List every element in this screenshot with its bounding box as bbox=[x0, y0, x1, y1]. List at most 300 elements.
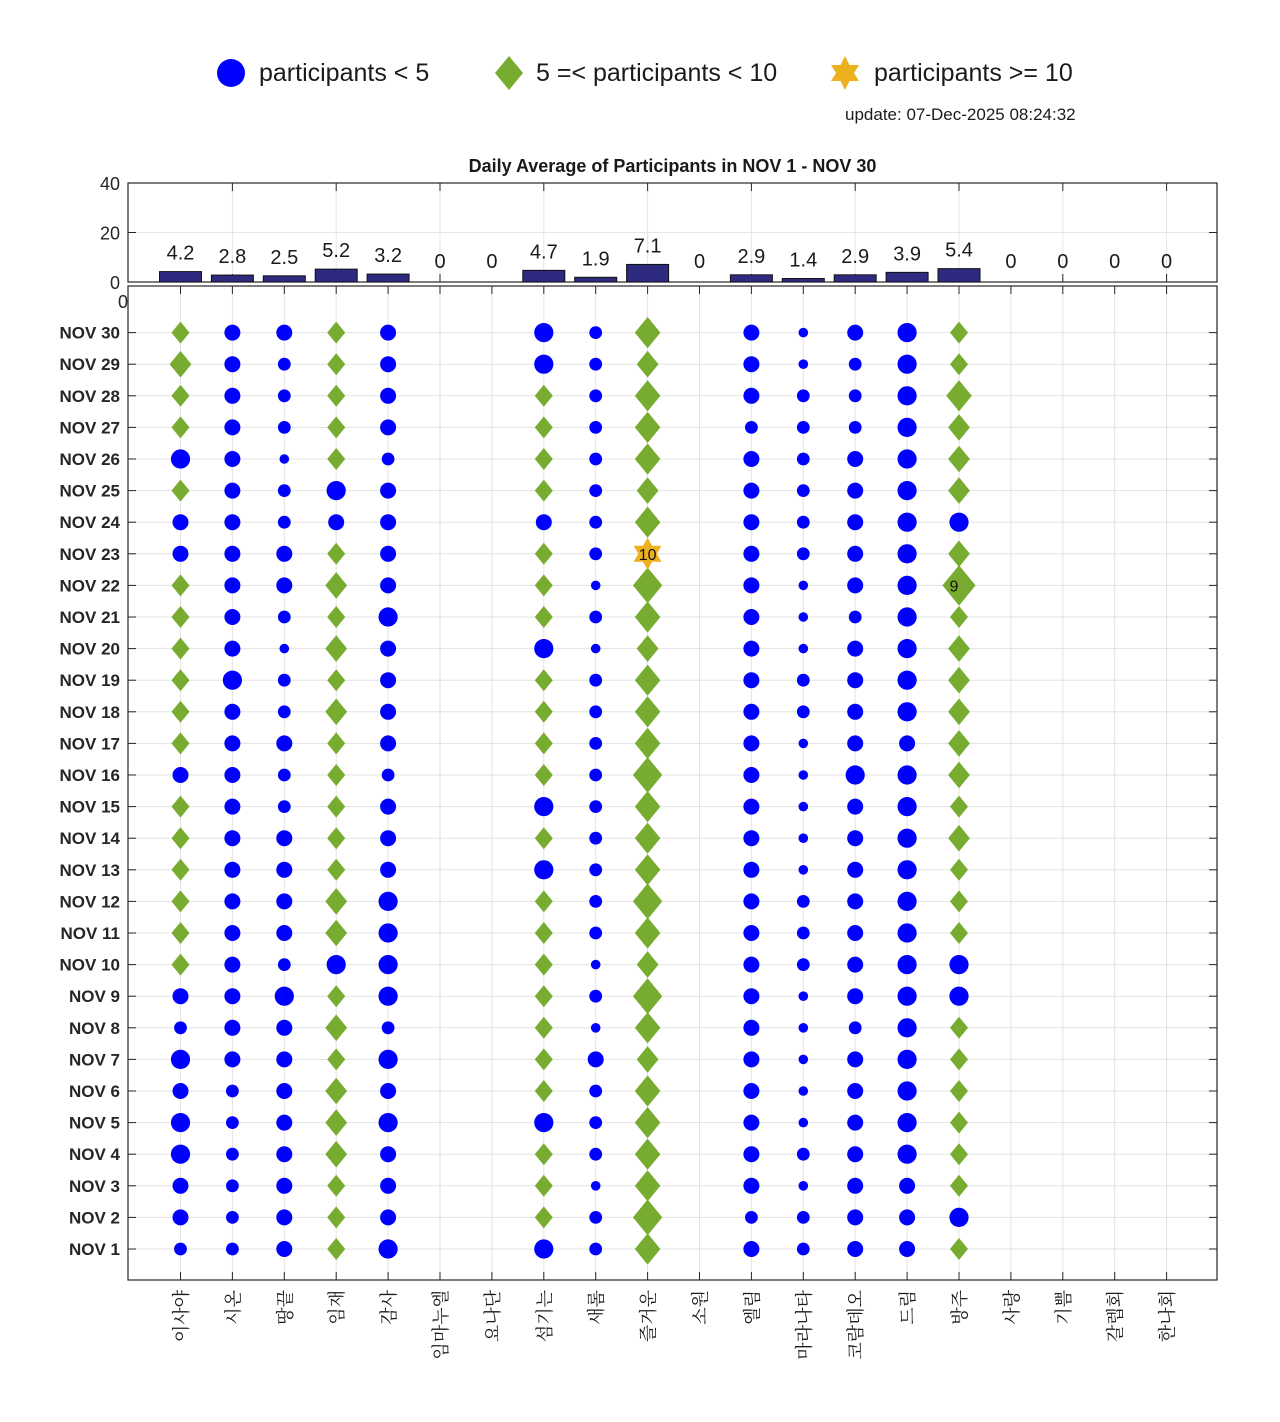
marker-diamond bbox=[327, 606, 345, 628]
marker-circle bbox=[898, 1145, 917, 1164]
marker-diamond bbox=[535, 890, 553, 912]
marker-circle bbox=[743, 325, 759, 341]
marker-diamond bbox=[948, 667, 970, 694]
marker-circle bbox=[380, 735, 396, 751]
marker-diamond bbox=[948, 762, 970, 789]
marker-circle bbox=[847, 799, 863, 815]
marker-circle bbox=[743, 957, 759, 973]
x-tick-label: 드림 bbox=[898, 1290, 919, 1325]
bar-data-label: 0 bbox=[434, 251, 446, 273]
bar-엘림 bbox=[730, 275, 772, 282]
marker-circle bbox=[743, 1020, 759, 1036]
y-tick-label: NOV 1 bbox=[68, 1240, 120, 1259]
marker-circle bbox=[797, 453, 810, 466]
marker-circle bbox=[898, 481, 917, 500]
bar-ytick-label: 0 bbox=[109, 273, 120, 293]
bar-감사 bbox=[367, 274, 409, 282]
scatter-plot-frame bbox=[128, 286, 1217, 1280]
marker-circle bbox=[534, 323, 553, 342]
marker-circle bbox=[591, 1023, 601, 1033]
y-tick-label: NOV 18 bbox=[59, 702, 120, 722]
marker-circle bbox=[743, 388, 759, 404]
marker-diamond bbox=[637, 951, 659, 978]
marker-diamond bbox=[948, 730, 970, 757]
marker-circle bbox=[898, 923, 917, 942]
marker-diamond bbox=[950, 1175, 968, 1197]
marker-circle bbox=[224, 451, 240, 467]
y-tick-label: NOV 2 bbox=[68, 1208, 120, 1228]
marker-circle bbox=[224, 799, 240, 815]
marker-diamond bbox=[171, 574, 189, 596]
scatter-origin-label: 0 bbox=[118, 292, 129, 312]
bar-새롬 bbox=[575, 277, 617, 282]
marker-circle bbox=[589, 1085, 602, 1098]
bar-코람데오 bbox=[834, 275, 876, 282]
marker-circle bbox=[276, 1209, 292, 1225]
marker-circle bbox=[224, 483, 240, 499]
marker-circle bbox=[797, 1211, 810, 1224]
marker-circle bbox=[173, 1083, 189, 1099]
marker-circle bbox=[799, 359, 809, 369]
marker-value-label: 10 bbox=[638, 546, 657, 564]
marker-circle bbox=[278, 421, 291, 434]
y-tick-label: NOV 24 bbox=[59, 513, 120, 533]
marker-circle bbox=[847, 672, 863, 688]
marker-circle bbox=[224, 388, 240, 404]
marker-diamond bbox=[637, 635, 659, 662]
y-tick-label: NOV 4 bbox=[68, 1145, 120, 1165]
marker-circle bbox=[278, 705, 291, 718]
marker-circle bbox=[898, 513, 917, 532]
marker-circle bbox=[589, 832, 602, 845]
marker-circle bbox=[379, 892, 398, 911]
bar-data-label: 2.9 bbox=[737, 245, 766, 268]
bar-data-label: 1.4 bbox=[789, 249, 818, 272]
marker-circle bbox=[278, 800, 291, 813]
marker-circle bbox=[743, 609, 759, 625]
marker-diamond bbox=[327, 1206, 345, 1228]
marker-circle bbox=[743, 641, 759, 657]
marker-circle bbox=[898, 639, 917, 658]
marker-diamond bbox=[325, 699, 347, 726]
x-tick-label: 한나회 bbox=[1157, 1290, 1178, 1343]
update-timestamp: update: 07-Dec-2025 08:24:32 bbox=[845, 105, 1076, 124]
marker-circle bbox=[898, 860, 917, 879]
marker-circle bbox=[898, 323, 917, 342]
y-tick-label: NOV 27 bbox=[59, 418, 120, 438]
bar-이사야 bbox=[160, 272, 202, 282]
marker-diamond bbox=[535, 1017, 553, 1039]
marker-circle bbox=[799, 802, 809, 812]
x-tick-label: 기쁨 bbox=[1053, 1290, 1074, 1325]
marker-diamond bbox=[950, 1080, 968, 1102]
marker-circle bbox=[847, 1146, 863, 1162]
marker-circle bbox=[898, 797, 917, 816]
marker-circle bbox=[743, 925, 759, 941]
marker-circle bbox=[898, 829, 917, 848]
marker-circle bbox=[278, 674, 291, 687]
marker-diamond bbox=[635, 601, 661, 632]
marker-circle bbox=[898, 544, 917, 563]
marker-circle bbox=[743, 799, 759, 815]
marker-circle bbox=[799, 1181, 809, 1191]
y-tick-label: NOV 23 bbox=[59, 544, 120, 564]
marker-circle bbox=[589, 990, 602, 1003]
marker-circle bbox=[799, 581, 809, 591]
bar-즐거운 bbox=[627, 264, 669, 282]
marker-circle bbox=[589, 737, 602, 750]
marker-circle bbox=[797, 547, 810, 560]
bar-임재 bbox=[315, 269, 357, 282]
marker-circle bbox=[743, 704, 759, 720]
marker-circle bbox=[898, 1081, 917, 1100]
marker-circle bbox=[589, 674, 602, 687]
marker-circle bbox=[380, 1209, 396, 1225]
y-tick-label: NOV 25 bbox=[59, 481, 120, 501]
marker-circle bbox=[174, 1021, 187, 1034]
marker-diamond bbox=[633, 978, 662, 1014]
marker-circle bbox=[797, 1148, 810, 1161]
marker-circle bbox=[226, 1085, 239, 1098]
marker-diamond bbox=[635, 1233, 661, 1264]
marker-circle bbox=[849, 389, 862, 402]
marker-circle bbox=[589, 516, 602, 529]
x-tick-label: 임재 bbox=[327, 1290, 348, 1325]
marker-diamond bbox=[325, 572, 347, 599]
marker-circle bbox=[589, 927, 602, 940]
marker-circle bbox=[898, 987, 917, 1006]
bar-data-label: 5.4 bbox=[945, 239, 973, 262]
marker-circle bbox=[898, 892, 917, 911]
marker-diamond bbox=[635, 854, 661, 885]
marker-circle bbox=[224, 419, 240, 435]
marker-diamond bbox=[637, 477, 659, 504]
marker-diamond bbox=[635, 1107, 661, 1138]
marker-circle bbox=[847, 483, 863, 499]
marker-circle bbox=[171, 1113, 190, 1132]
x-tick-label: 엘림 bbox=[742, 1290, 763, 1325]
x-tick-label: 마라나타 bbox=[794, 1290, 815, 1360]
marker-circle bbox=[799, 739, 809, 749]
marker-diamond bbox=[171, 480, 189, 502]
marker-circle bbox=[847, 514, 863, 530]
marker-circle bbox=[847, 1083, 863, 1099]
marker-circle bbox=[591, 960, 601, 970]
marker-circle bbox=[847, 862, 863, 878]
marker-diamond bbox=[535, 1048, 553, 1070]
marker-circle bbox=[224, 1051, 240, 1067]
marker-circle bbox=[380, 419, 396, 435]
marker-diamond bbox=[325, 888, 347, 915]
marker-circle bbox=[224, 1020, 240, 1036]
marker-circle bbox=[797, 484, 810, 497]
marker-diamond bbox=[171, 701, 189, 723]
marker-diamond bbox=[325, 1109, 347, 1136]
marker-circle bbox=[847, 546, 863, 562]
bar-data-label: 4.2 bbox=[166, 242, 195, 265]
marker-circle bbox=[224, 957, 240, 973]
marker-circle bbox=[224, 704, 240, 720]
marker-circle bbox=[799, 1086, 809, 1096]
marker-diamond bbox=[327, 416, 345, 438]
marker-circle bbox=[380, 388, 396, 404]
marker-diamond bbox=[327, 764, 345, 786]
y-tick-label: NOV 8 bbox=[68, 1018, 120, 1038]
marker-diamond bbox=[327, 543, 345, 565]
marker-circle bbox=[847, 451, 863, 467]
marker-circle bbox=[745, 421, 758, 434]
marker-circle bbox=[224, 830, 240, 846]
marker-diamond bbox=[637, 1046, 659, 1073]
bar-data-label: 0 bbox=[486, 251, 498, 273]
marker-circle bbox=[534, 355, 553, 374]
marker-circle bbox=[278, 484, 291, 497]
marker-diamond bbox=[635, 823, 661, 854]
marker-circle bbox=[380, 546, 396, 562]
marker-diamond bbox=[535, 701, 553, 723]
marker-circle bbox=[589, 800, 602, 813]
marker-diamond bbox=[327, 669, 345, 691]
bar-data-label: 0 bbox=[1109, 251, 1121, 273]
marker-circle bbox=[589, 1148, 602, 1161]
marker-circle bbox=[382, 769, 395, 782]
marker-diamond bbox=[950, 922, 968, 944]
marker-diamond bbox=[942, 565, 975, 605]
marker-circle bbox=[589, 611, 602, 624]
marker-circle bbox=[380, 799, 396, 815]
marker-circle bbox=[898, 955, 917, 974]
y-tick-label: NOV 12 bbox=[59, 892, 120, 912]
marker-diamond bbox=[635, 728, 661, 759]
marker-diamond bbox=[535, 543, 553, 565]
marker-circle bbox=[224, 514, 240, 530]
marker-circle bbox=[226, 1211, 239, 1224]
marker-circle bbox=[589, 769, 602, 782]
marker-circle bbox=[276, 1020, 292, 1036]
marker-circle bbox=[380, 483, 396, 499]
marker-diamond bbox=[327, 1238, 345, 1260]
marker-diamond bbox=[325, 1015, 347, 1042]
marker-circle bbox=[743, 767, 759, 783]
marker-diamond bbox=[535, 606, 553, 628]
marker-circle bbox=[797, 895, 810, 908]
marker-circle bbox=[797, 421, 810, 434]
marker-circle bbox=[898, 702, 917, 721]
marker-circle bbox=[589, 389, 602, 402]
marker-circle bbox=[849, 611, 862, 624]
marker-circle bbox=[379, 987, 398, 1006]
marker-circle bbox=[849, 1021, 862, 1034]
x-tick-label: 새롬 bbox=[586, 1290, 607, 1325]
marker-diamond bbox=[948, 414, 970, 441]
x-tick-label: 요나단 bbox=[482, 1290, 503, 1343]
marker-diamond bbox=[950, 606, 968, 628]
marker-circle bbox=[743, 356, 759, 372]
marker-circle bbox=[223, 671, 242, 690]
marker-circle bbox=[379, 607, 398, 626]
marker-diamond bbox=[327, 1048, 345, 1070]
marker-diamond bbox=[535, 1206, 553, 1228]
y-tick-label: NOV 16 bbox=[59, 766, 120, 785]
marker-circle bbox=[224, 609, 240, 625]
marker-diamond bbox=[950, 1238, 968, 1260]
marker-diamond bbox=[535, 1143, 553, 1165]
legend-label: participants < 5 bbox=[259, 58, 430, 87]
marker-diamond bbox=[535, 985, 553, 1007]
y-tick-label: NOV 26 bbox=[59, 450, 120, 469]
marker-circle bbox=[173, 767, 189, 783]
marker-diamond bbox=[535, 732, 553, 754]
chart-title: Daily Average of Participants in NOV 1 - NOV 30 bbox=[468, 156, 877, 176]
marker-circle bbox=[899, 1178, 915, 1194]
marker-circle bbox=[534, 860, 553, 879]
marker-circle bbox=[224, 735, 240, 751]
marker-circle bbox=[589, 1243, 602, 1256]
marker-diamond bbox=[635, 443, 661, 474]
bar-방주 bbox=[938, 269, 980, 282]
marker-diamond bbox=[327, 322, 345, 344]
marker-circle bbox=[328, 514, 344, 530]
marker-diamond bbox=[535, 954, 553, 976]
bar-ytick-label: 20 bbox=[99, 223, 120, 244]
marker-diamond bbox=[535, 385, 553, 407]
bar-마라나타 bbox=[782, 279, 824, 282]
marker-diamond bbox=[948, 825, 970, 852]
marker-circle bbox=[743, 1051, 759, 1067]
marker-circle bbox=[847, 325, 863, 341]
marker-diamond bbox=[171, 796, 189, 818]
marker-diamond bbox=[633, 757, 662, 793]
marker-diamond bbox=[535, 448, 553, 470]
marker-diamond bbox=[535, 922, 553, 944]
marker-circle bbox=[226, 1243, 239, 1256]
marker-diamond bbox=[327, 385, 345, 407]
marker-circle bbox=[743, 1178, 759, 1194]
y-tick-label: NOV 22 bbox=[59, 576, 120, 596]
marker-diamond bbox=[948, 541, 970, 568]
marker-diamond bbox=[535, 574, 553, 596]
y-tick-label: NOV 29 bbox=[59, 355, 120, 375]
marker-circle bbox=[589, 895, 602, 908]
marker-circle bbox=[224, 356, 240, 372]
marker-diamond bbox=[171, 416, 189, 438]
marker-diamond bbox=[327, 448, 345, 470]
marker-circle bbox=[280, 644, 290, 654]
marker-circle bbox=[536, 514, 552, 530]
marker-diamond bbox=[327, 796, 345, 818]
bar-data-label: 0 bbox=[1005, 251, 1017, 273]
marker-circle bbox=[276, 862, 292, 878]
marker-diamond bbox=[327, 732, 345, 754]
marker-circle bbox=[226, 1116, 239, 1129]
marker-circle bbox=[799, 865, 809, 875]
marker-circle bbox=[534, 639, 553, 658]
marker-diamond bbox=[950, 796, 968, 818]
x-tick-label: 시온 bbox=[223, 1290, 244, 1325]
marker-circle bbox=[589, 1116, 602, 1129]
marker-circle bbox=[898, 386, 917, 405]
marker-circle bbox=[847, 925, 863, 941]
marker-diamond bbox=[633, 884, 662, 920]
marker-circle bbox=[380, 356, 396, 372]
marker-diamond bbox=[535, 1175, 553, 1197]
x-tick-label: 사랑 bbox=[1001, 1290, 1022, 1325]
marker-circle bbox=[224, 325, 240, 341]
marker-circle bbox=[276, 830, 292, 846]
marker-circle bbox=[534, 1113, 553, 1132]
marker-circle bbox=[589, 484, 602, 497]
marker-diamond bbox=[535, 480, 553, 502]
legend-label: participants >= 10 bbox=[874, 58, 1073, 87]
y-tick-label: NOV 19 bbox=[59, 671, 120, 691]
marker-circle bbox=[275, 987, 294, 1006]
marker-circle bbox=[949, 987, 968, 1006]
marker-diamond bbox=[635, 696, 661, 727]
bar-섬기는 bbox=[523, 270, 565, 282]
y-tick-label: NOV 17 bbox=[59, 734, 120, 754]
marker-circle bbox=[949, 955, 968, 974]
marker-circle bbox=[898, 418, 917, 437]
bar-chart-bars bbox=[160, 235, 1173, 282]
marker-circle bbox=[278, 389, 291, 402]
marker-circle bbox=[898, 576, 917, 595]
bar-data-label: 2.5 bbox=[270, 246, 299, 269]
marker-circle bbox=[846, 765, 865, 784]
marker-circle bbox=[847, 1209, 863, 1225]
marker-diamond bbox=[171, 827, 189, 849]
marker-diamond bbox=[535, 416, 553, 438]
marker-circle bbox=[380, 325, 396, 341]
marker-diamond bbox=[171, 669, 189, 691]
bar-시온 bbox=[211, 275, 253, 282]
marker-circle bbox=[949, 1208, 968, 1227]
bar-땅끝 bbox=[263, 276, 305, 282]
marker-circle bbox=[847, 1241, 863, 1257]
marker-circle bbox=[379, 1239, 398, 1258]
marker-diamond bbox=[327, 985, 345, 1007]
bar-data-label: 3.9 bbox=[893, 243, 922, 266]
marker-circle bbox=[799, 1023, 809, 1033]
marker-circle bbox=[224, 925, 240, 941]
marker-diamond bbox=[948, 477, 970, 504]
marker-circle bbox=[849, 358, 862, 371]
x-tick-label: 이사야 bbox=[171, 1290, 192, 1343]
marker-circle bbox=[380, 1146, 396, 1162]
marker-diamond bbox=[171, 606, 189, 628]
marker-circle bbox=[224, 546, 240, 562]
marker-diamond bbox=[635, 791, 661, 822]
marker-diamond bbox=[948, 635, 970, 662]
marker-circle bbox=[799, 644, 809, 654]
marker-diamond bbox=[633, 568, 662, 604]
marker-circle bbox=[173, 514, 189, 530]
marker-circle bbox=[899, 735, 915, 751]
marker-circle bbox=[589, 705, 602, 718]
marker-circle bbox=[589, 421, 602, 434]
marker-circle bbox=[379, 923, 398, 942]
marker-circle bbox=[379, 1113, 398, 1132]
x-tick-label: 즐거운 bbox=[638, 1290, 659, 1343]
marker-circle bbox=[380, 862, 396, 878]
marker-diamond bbox=[171, 954, 189, 976]
marker-circle bbox=[898, 765, 917, 784]
marker-circle bbox=[743, 1146, 759, 1162]
marker-circle bbox=[799, 612, 809, 622]
marker-circle bbox=[226, 1148, 239, 1161]
x-tick-label: 섬기는 bbox=[534, 1290, 555, 1343]
marker-circle bbox=[743, 830, 759, 846]
marker-circle bbox=[276, 735, 292, 751]
